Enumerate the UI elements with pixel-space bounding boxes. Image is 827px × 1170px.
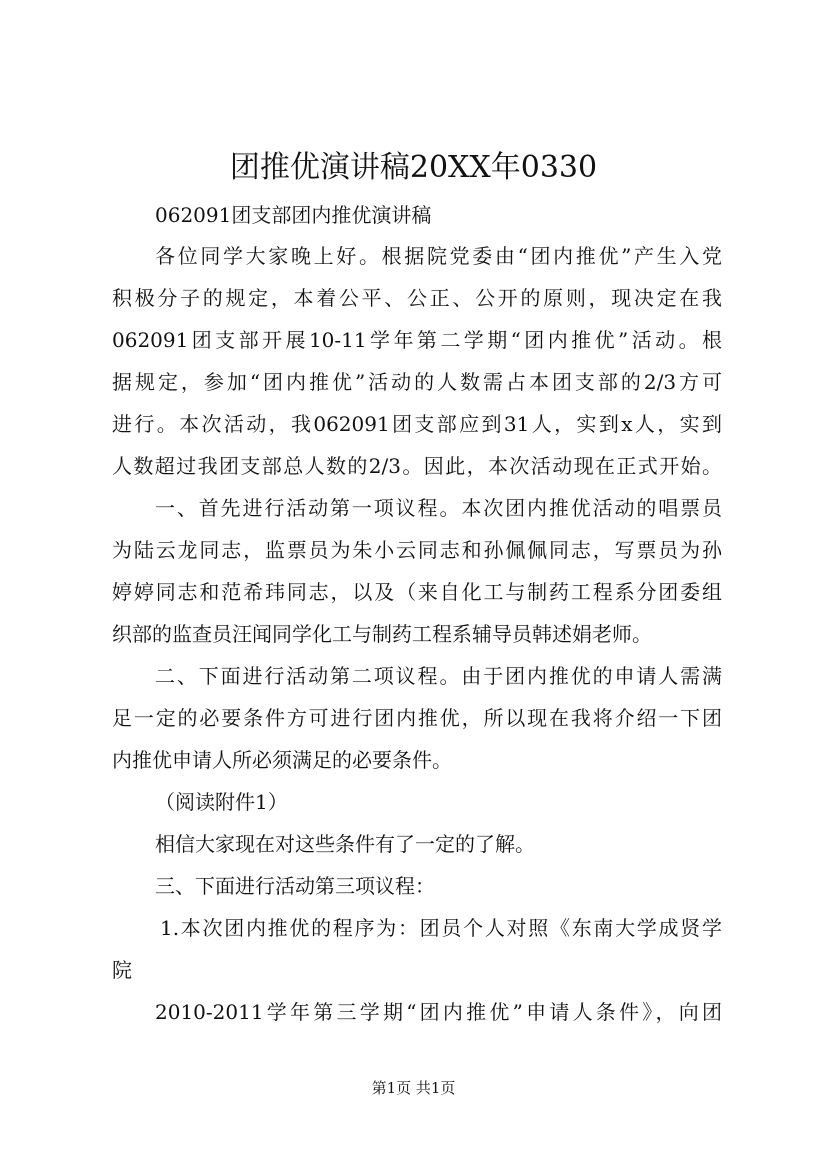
paragraph-line: 1.本次团内推优的程序为：团员个人对照《东南大学成贤学 <box>160 916 722 940</box>
paragraph-line: 织部的监查员汪闻同学化工与制药工程系辅导员韩述娟老师。 <box>112 622 652 646</box>
paragraph-line: 一、首先进行活动第一项议程。本次团内推优活动的唱票员 <box>155 496 722 520</box>
paragraph-line: 进行。本次活动，我062091团支部应到31人，实到x人，实到 <box>112 412 722 436</box>
paragraph-line: 为陆云龙同志，监票员为朱小云同志和孙佩佩同志，写票员为孙 <box>112 538 722 562</box>
paragraph-line: 据规定，参加“团内推优”活动的人数需占本团支部的2/3方可 <box>112 370 722 394</box>
paragraph-line: 人数超过我团支部总人数的2/3。因此，本次活动现在正式开始。 <box>112 454 722 478</box>
paragraph-line: 相信大家现在对这些条件有了一定的了解。 <box>155 832 535 856</box>
paragraph-line: 二、下面进行活动第二项议程。由于团内推优的申请人需满 <box>155 664 722 688</box>
paragraph-line: 院 <box>112 958 132 982</box>
paragraph-line: 2010-2011学年第三学期“团内推优”申请人条件》，向团 <box>155 1000 722 1024</box>
paragraph-line: 各位同学大家晚上好。根据院党委由“团内推优”产生入党 <box>155 244 722 268</box>
paragraph-line: 婷婷同志和范希玮同志，以及（来自化工与制药工程系分团委组 <box>112 580 722 604</box>
paragraph-line: 062091团支部开展10-11学年第二学期“团内推优”活动。根 <box>112 328 722 352</box>
document-title: 团推优演讲稿20XX年0330 <box>229 150 598 185</box>
page-number-footer: 第1页 共1页 <box>371 1079 456 1097</box>
paragraph-line: 内推优申请人所必须满足的必要条件。 <box>112 748 452 772</box>
paragraph-line: 足一定的必要条件方可进行团内推优，所以现在我将介绍一下团 <box>112 706 722 730</box>
paragraph-line: 三、下面进行活动第三项议程： <box>155 874 435 898</box>
paragraph-line: （阅读附件1） <box>155 790 288 814</box>
document-subtitle: 062091团支部团内推优演讲稿 <box>155 203 432 227</box>
paragraph-line: 积极分子的规定，本着公平、公正、公开的原则，现决定在我 <box>112 286 722 310</box>
